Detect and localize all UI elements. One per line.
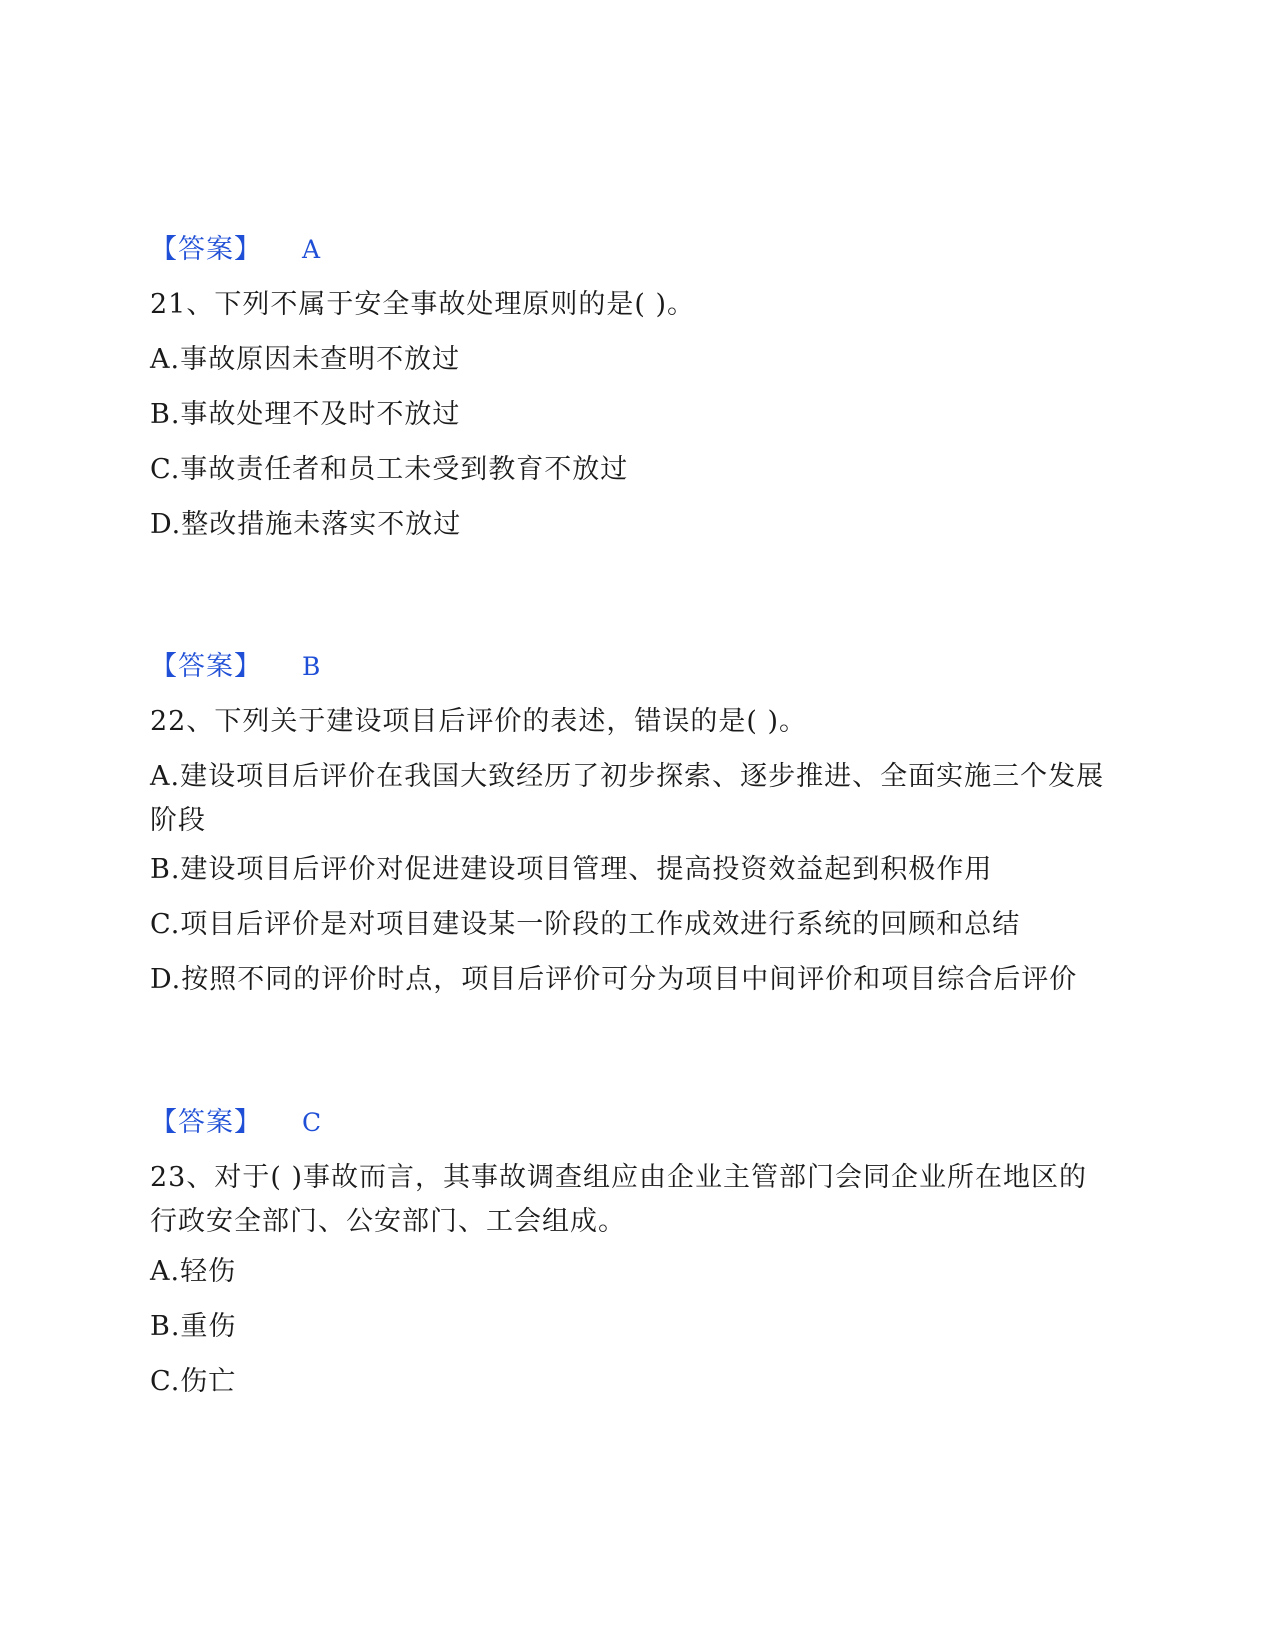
question-22-option-b: B.建设项目后评价对促进建设项目管理、提高投资效益起到积极作用	[150, 854, 993, 885]
answer-label: 【答案】	[150, 234, 262, 265]
question-22-option-c: C.项目后评价是对项目建设某一阶段的工作成效进行系统的回顾和总结	[150, 909, 1021, 940]
question-21-stem: 21、下列不属于安全事故处理原则的是( )。	[150, 289, 696, 320]
question-23-option-c: C.伤亡	[150, 1366, 237, 1397]
question-22-stem: 22、下列关于建设项目后评价的表述，错误的是( )。	[150, 706, 808, 737]
answer-label: 【答案】	[150, 1107, 262, 1138]
answer-line-c	[150, 1103, 321, 1143]
question-21-option-a: A.事故原因未查明不放过	[150, 344, 461, 375]
answer-letter: A	[302, 235, 321, 264]
question-23-option-b: B.重伤	[150, 1311, 237, 1342]
answer-line-b	[150, 647, 320, 687]
question-23-option-a: A.轻伤	[150, 1256, 237, 1287]
question-21-option-c: C.事故责任者和员工未受到教育不放过	[150, 454, 629, 485]
answer-label: 【答案】	[150, 651, 262, 682]
question-23-stem: 23、对于( )事故而言，其事故调查组应由企业主管部门会同企业所在地区的行政安全部门、公安部门、工会组成。	[150, 1162, 1088, 1237]
question-21-option-b: B.事故处理不及时不放过	[150, 399, 461, 430]
answer-line-a	[150, 230, 320, 270]
question-22-option-d: D.按照不同的评价时点，项目后评价可分为项目中间评价和项目综合后评价	[150, 964, 1078, 995]
question-22-option-a: A.建设项目后评价在我国大致经历了初步探索、逐步推进、全面实施三个发展阶段	[150, 761, 1105, 836]
question-21-option-d: D.整改措施未落实不放过	[150, 509, 462, 540]
answer-letter: B	[302, 652, 321, 681]
answer-letter: C	[302, 1108, 322, 1137]
